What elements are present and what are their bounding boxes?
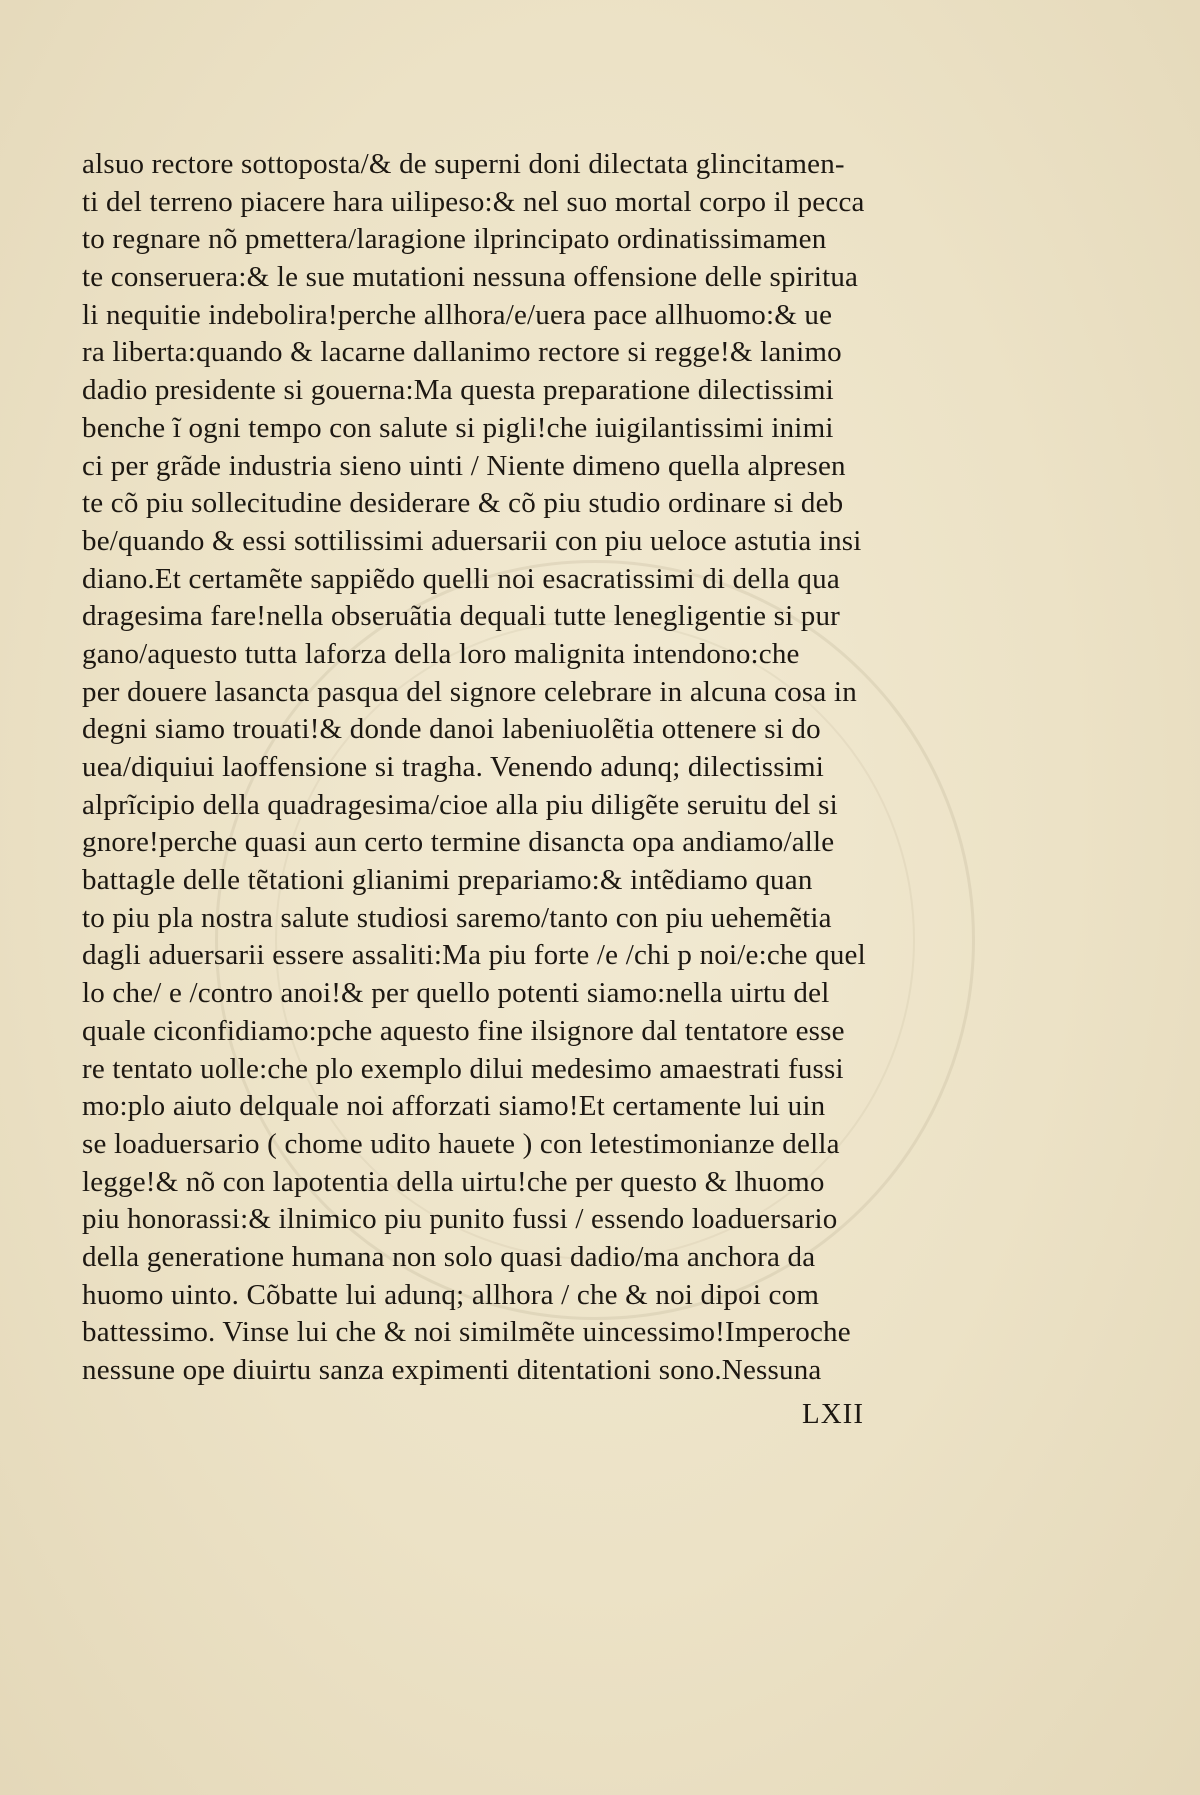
text-line: battessimo. Vinse lui che & noi similmẽte uincessimo!Imperoche: [82, 1316, 851, 1349]
text-line: piu honorassi:& ilnimico piu punito fussi / essendo loaduersario: [82, 1203, 838, 1236]
text-line: gano/aquesto tutta laforza della loro malignita intendono:che: [82, 637, 800, 670]
text-line: li nequitie indebolira!perche allhora/e/uera pace allhuomo:& ue: [82, 298, 833, 331]
text-line: diano.Et certamẽte sappiẽdo quelli noi esacratissimi di della qua: [82, 562, 840, 595]
text-line: benche ĩ ogni tempo con salute si pigli!che iuigilantissimi inimi: [82, 411, 834, 444]
text-line: re tentato uolle:che plo exemplo dilui medesimo amaestrati fussi: [82, 1052, 844, 1085]
text-line: to regnare nõ pmettera/laragione ilprincipato ordinatissimamen: [82, 223, 827, 256]
folio-number: LXII: [802, 1398, 864, 1430]
text-line: se loaduersario ( chome udito hauete ) con letestimonianze della: [82, 1127, 840, 1160]
text-line: huomo uinto. Cõbatte lui adunq; allhora / che & noi dipoi com: [82, 1278, 820, 1311]
text-line: dadio presidente si gouerna:Ma questa preparatione dilectissimi: [82, 374, 834, 407]
text-line: gnore!perche quasi aun certo termine disancta opa andiamo/alle: [82, 826, 835, 859]
text-line: dragesima fare!nella obseruãtia dequali tutte lenegligentie si pur: [82, 600, 841, 633]
text-line: mo:plo aiuto delquale noi afforzati siamo!Et certamente lui uin: [82, 1090, 826, 1123]
text-line: legge!& nõ con lapotentia della uirtu!che per questo & lhuomo: [82, 1165, 825, 1198]
text-line: nessune ope diuirtu sanza expimenti ditentationi sono.Nessuna: [82, 1354, 822, 1386]
text-line: te cõ piu sollecitudine desiderare & cõ piu studio ordinare si deb: [82, 487, 844, 520]
text-line: uea/diquiui laoffensione si tragha. Venendo adunq; dilectissimi: [82, 751, 825, 783]
text-line: della generatione humana non solo quasi dadio/ma anchora da: [82, 1240, 816, 1273]
text-line: lo che/ e /contro anoi!& per quello potenti siamo:nella uirtu del: [82, 977, 830, 1010]
text-line: dagli aduersarii essere assaliti:Ma piu forte /e /chi p noi/e:che quel: [82, 939, 866, 972]
text-line: battagle delle tẽtationi glianimi prepariamo:& intẽdiamo quan: [82, 864, 813, 897]
text-line: be/quando & essi sottilissimi aduersarii con piu ueloce astutia insi: [82, 524, 862, 557]
text-line: quale ciconfidiamo:pche aquesto fine ilsignore dal tentatore esse: [82, 1014, 845, 1047]
text-line: te conseruera:& le sue mutationi nessuna offensione delle spiritua: [82, 261, 859, 294]
text-line: ci per grãde industria sieno uinti / Niente dimeno quella alpresen: [82, 449, 846, 482]
text-line: ti del terreno piacere hara uilipeso:& nel suo mortal corpo il pecca: [82, 185, 865, 218]
text-line: ra liberta:quando & lacarne dallanimo rectore si regge!& lanimo: [82, 336, 842, 369]
page-text-block: [82, 146, 912, 1390]
text-line: alsuo rectore sottoposta/& de superni doni dilectata glincitamen-: [82, 148, 845, 180]
text-line: to piu pla nostra salute studiosi saremo/tanto con piu uehemẽtia: [82, 901, 832, 934]
text-line: degni siamo trouati!& donde danoi labeniuolẽtia ottenere si do: [82, 713, 821, 746]
text-line: per douere lasancta pasqua del signore celebrare in alcuna cosa in: [82, 675, 857, 708]
text-line: alprĩcipio della quadragesima/cioe alla piu diligẽte seruitu del si: [82, 788, 838, 821]
